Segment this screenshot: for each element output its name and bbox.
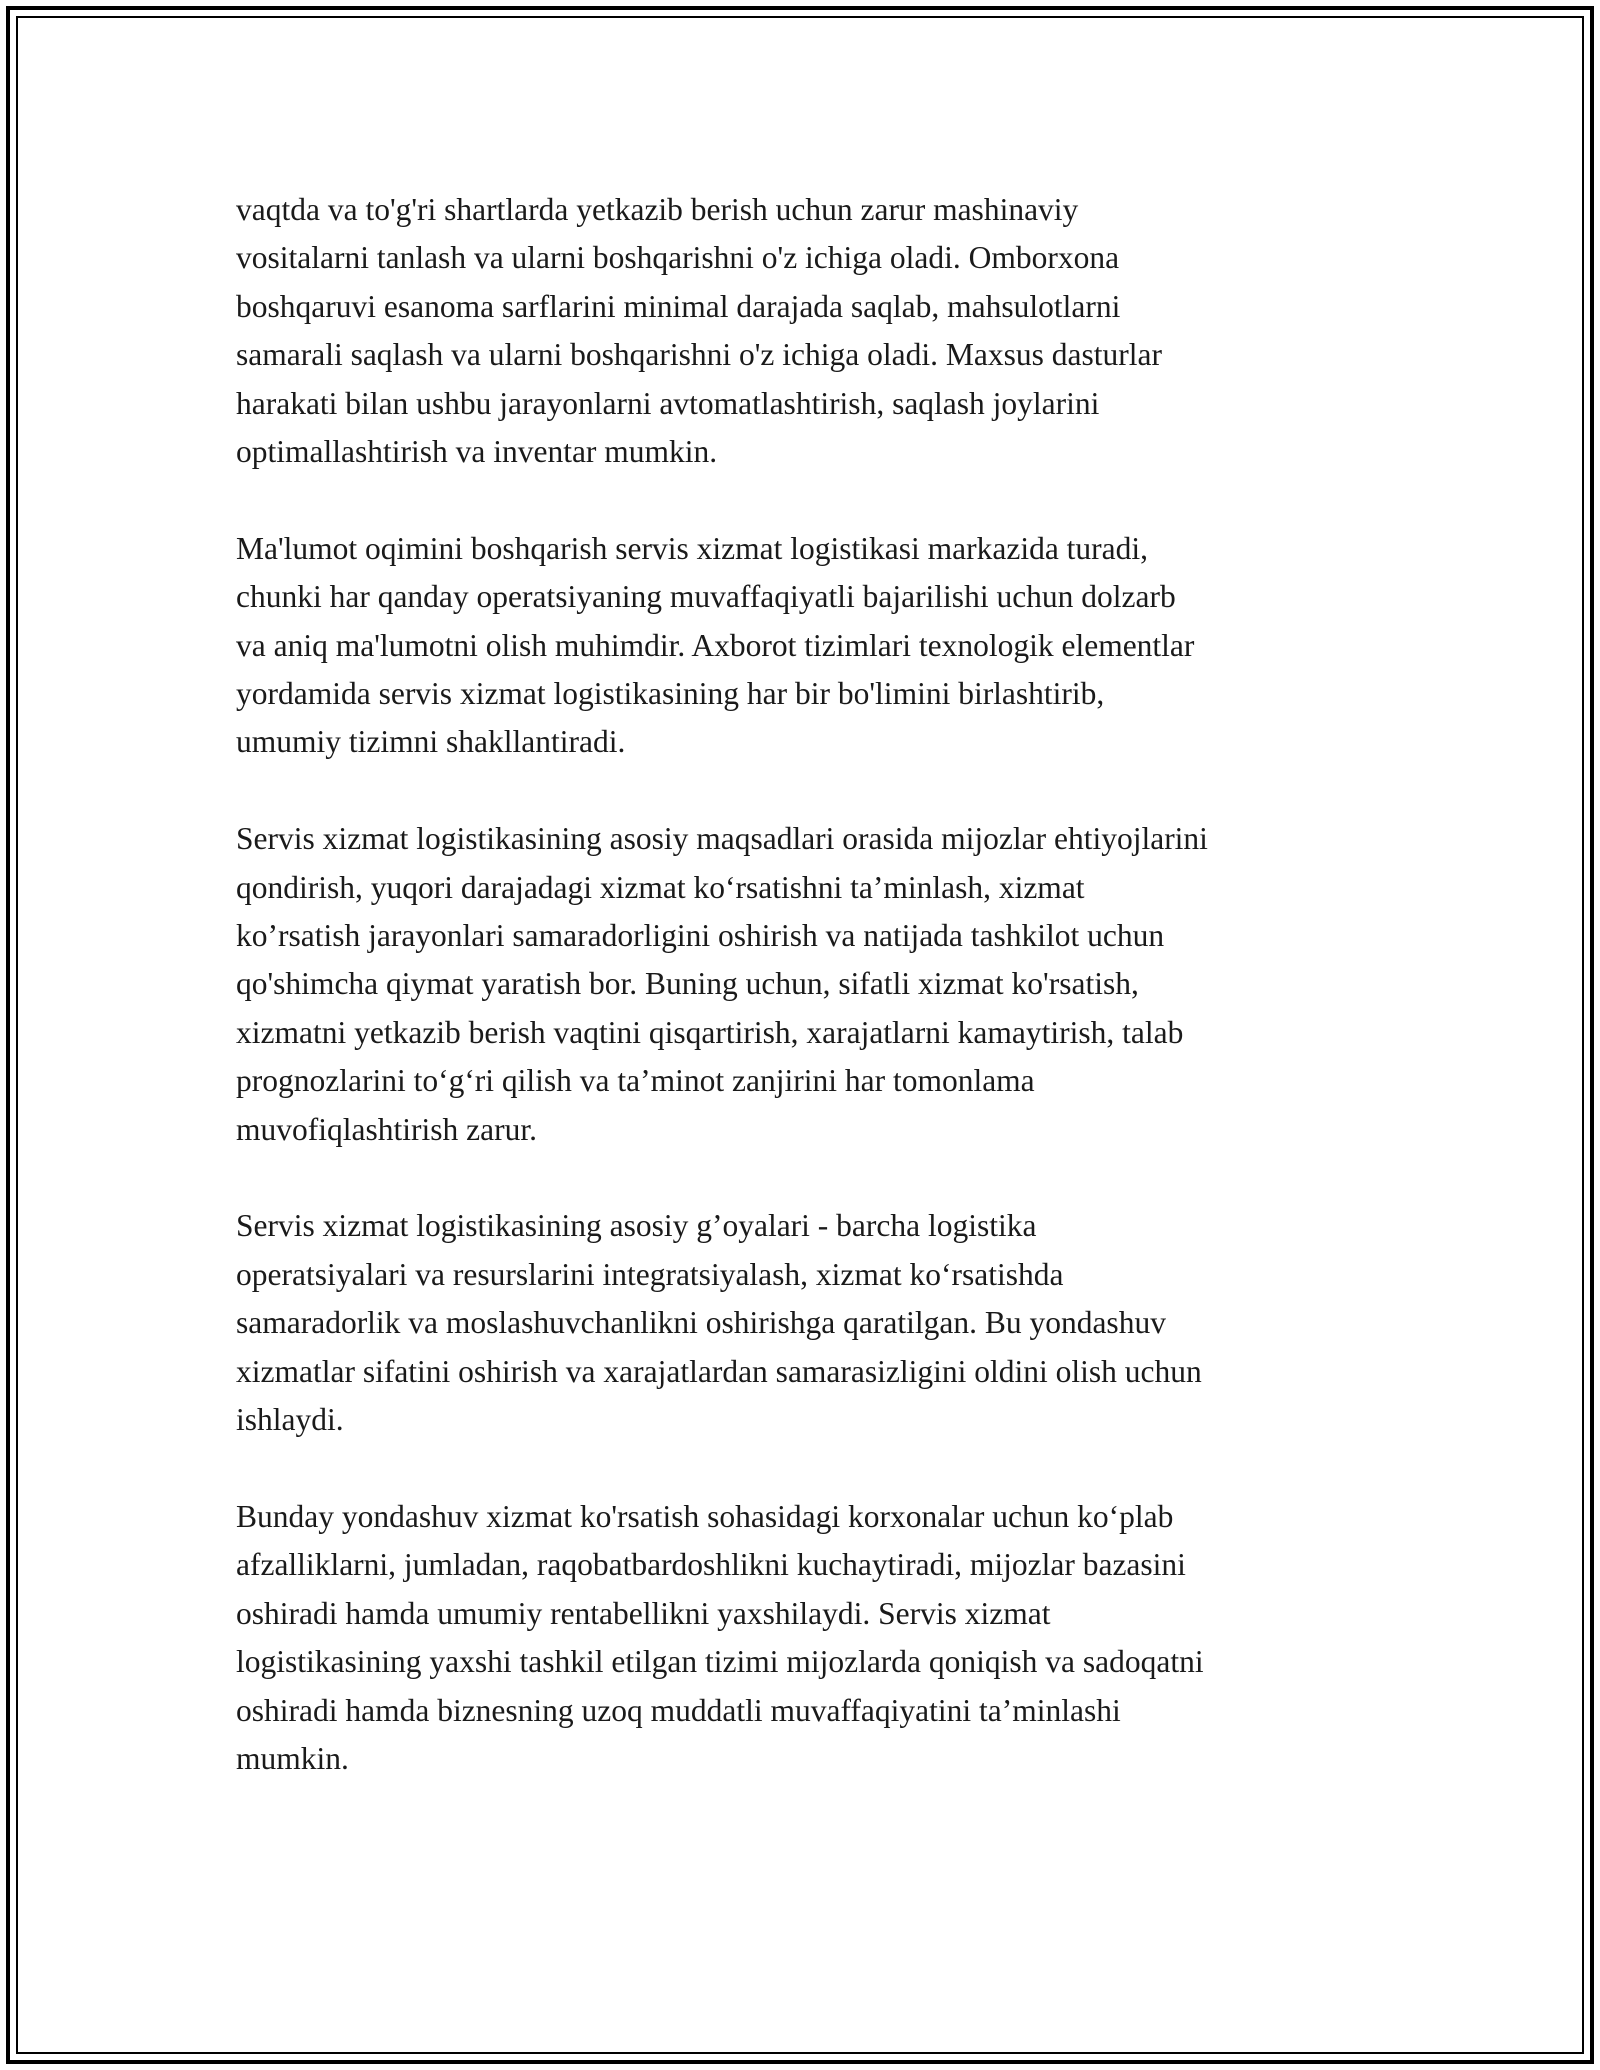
text-line: harakati bilan ushbu jarayonlarni avtomatlashtirish, saqlash joylarini <box>236 385 1100 421</box>
text-line: operatsiyalari va resurslarini integratsiyalash, xizmat ko‘rsatishda <box>236 1256 1064 1292</box>
paragraph-4 <box>236 1202 1386 1444</box>
text-line: logistikasining yaxshi tashkil etilgan tizimi mijozlarda qoniqish va sadoqatni <box>236 1644 1204 1680</box>
document-body <box>236 186 1386 1832</box>
text-line: vositalarni tanlash va ularni boshqarishni o'z ichiga oladi. Omborxona <box>236 240 1120 276</box>
text-line: va aniq ma'lumotni olish muhimdir. Axborot tizimlari texnologik elementlar <box>236 627 1195 663</box>
text-line: samaradorlik va moslashuvchanlikni oshirishga qaratilgan. Bu yondashuv <box>236 1305 1166 1341</box>
text-line: qondirish, yuqori darajadagi xizmat ko‘rsatishni ta’minlash, xizmat <box>236 869 1085 905</box>
paragraph-5 <box>236 1493 1386 1783</box>
text-line: xizmatni yetkazib berish vaqtini qisqartirish, xarajatlarni kamaytirish, talab <box>236 1014 1184 1050</box>
text-line: afzalliklarni, jumladan, raqobatbardoshlikni kuchaytiradi, mijozlar bazasini <box>236 1547 1186 1583</box>
text-line: optimallashtirish va inventar mumkin. <box>236 434 718 470</box>
text-line: chunki har qanday operatsiyaning muvaffaqiyatli bajarilishi uchun dolzarb <box>236 579 1176 615</box>
text-line: Bunday yondashuv xizmat ko'rsatish sohasidagi korxonalar uchun ko‘plab <box>236 1498 1174 1534</box>
text-line: yordamida servis xizmat logistikasining har bir bo'limini birlashtirib, <box>236 676 1105 712</box>
text-line: Servis xizmat logistikasining asosiy maqsadlari orasida mijozlar ehtiyojlarini <box>236 821 1208 857</box>
text-line: boshqaruvi esanoma sarflarini minimal darajada saqlab, mahsulotlarni <box>236 288 1121 324</box>
text-line: oshiradi hamda biznesning uzoq muddatli muvaffaqiyatini ta’minlashi <box>236 1692 1121 1728</box>
text-line: prognozlarini to‘g‘ri qilish va ta’minot zanjirini har tomonlama <box>236 1063 1035 1099</box>
paragraph-2 <box>236 525 1386 767</box>
paragraph-1 <box>236 186 1386 476</box>
text-line: qo'shimcha qiymat yaratish bor. Buning uchun, sifatli xizmat ko'rsatish, <box>236 966 1139 1002</box>
text-line: samarali saqlash va ularni boshqarishni o'z ichiga oladi. Maxsus dasturlar <box>236 337 1162 373</box>
text-line: ko’rsatish jarayonlari samaradorligini oshirish va natijada tashkilot uchun <box>236 918 1165 954</box>
text-line: vaqtda va to'g'ri shartlarda yetkazib berish uchun zarur mashinaviy <box>236 192 1079 227</box>
text-line: mumkin. <box>236 1740 349 1776</box>
text-line: Ma'lumot oqimini boshqarish servis xizmat logistikasi markazida turadi, <box>236 530 1149 566</box>
text-line: muvofiqlashtirish zarur. <box>236 1111 537 1147</box>
text-line: ishlaydi. <box>236 1402 344 1438</box>
text-line: oshiradi hamda umumiy rentabellikni yaxshilaydi. Servis xizmat <box>236 1595 1051 1631</box>
text-line: Servis xizmat logistikasining asosiy g’oyalari - barcha logistika <box>236 1208 1037 1244</box>
text-line: xizmatlar sifatini oshirish va xarajatlardan samarasizligini oldini olish uchun <box>236 1353 1202 1389</box>
paragraph-3 <box>236 815 1386 1154</box>
text-line: umumiy tizimni shakllantiradi. <box>236 724 626 760</box>
